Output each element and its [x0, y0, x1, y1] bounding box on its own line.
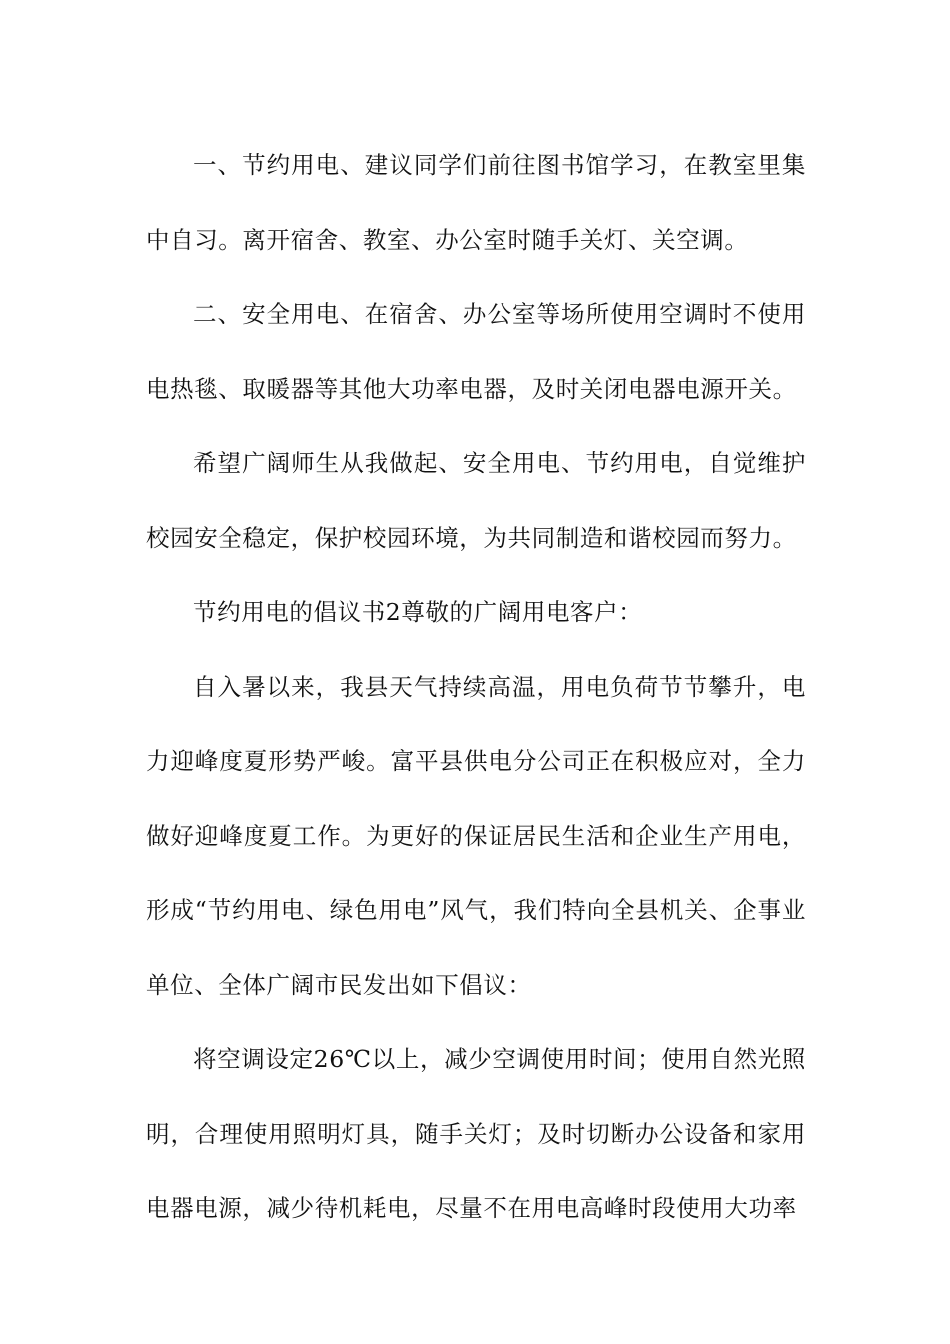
paragraph-conserve-electricity: 一、节约用电、建议同学们前往图书馆学习，在教室里集中自习。离开宿舍、教室、办公室时随手关灯、关空调。	[146, 151, 806, 254]
paragraph-hope: 希望广阔师生从我做起、安全用电、节约用电，自觉维护校园安全稳定，保护校园环境，为共同制造和谐校园而努力。	[146, 449, 806, 552]
document-body	[146, 128, 806, 1246]
paragraph-air-conditioning: 将空调设定26℃以上，减少空调使用时间；使用自然光照明，合理使用照明灯具，随手关灯；及时切断办公设备和家用电器电源，减少待机耗电，尽量不在用电高峰时段使用大功率	[146, 1045, 806, 1222]
paragraph-safe-electricity: 二、安全用电、在宿舍、办公室等场所使用空调时不使用电热毯、取暖器等其他大功率电器，及时关闭电器电源开关。	[146, 300, 806, 403]
paragraph-summer-situation: 自入暑以来，我县天气持续高温，用电负荷节节攀升，电力迎峰度夏形势严峻。富平县供电分公司正在积极应对，全力做好迎峰度夏工作。为更好的保证居民生活和企业生产用电，形成“节约用电、绿色用电”风气，我们特向全县机关、企事业单位、全体广阔市民发出如下倡议：	[146, 672, 806, 999]
paragraph-proposal-heading: 节约用电的倡议书2尊敬的广阔用电客户：	[193, 598, 643, 626]
